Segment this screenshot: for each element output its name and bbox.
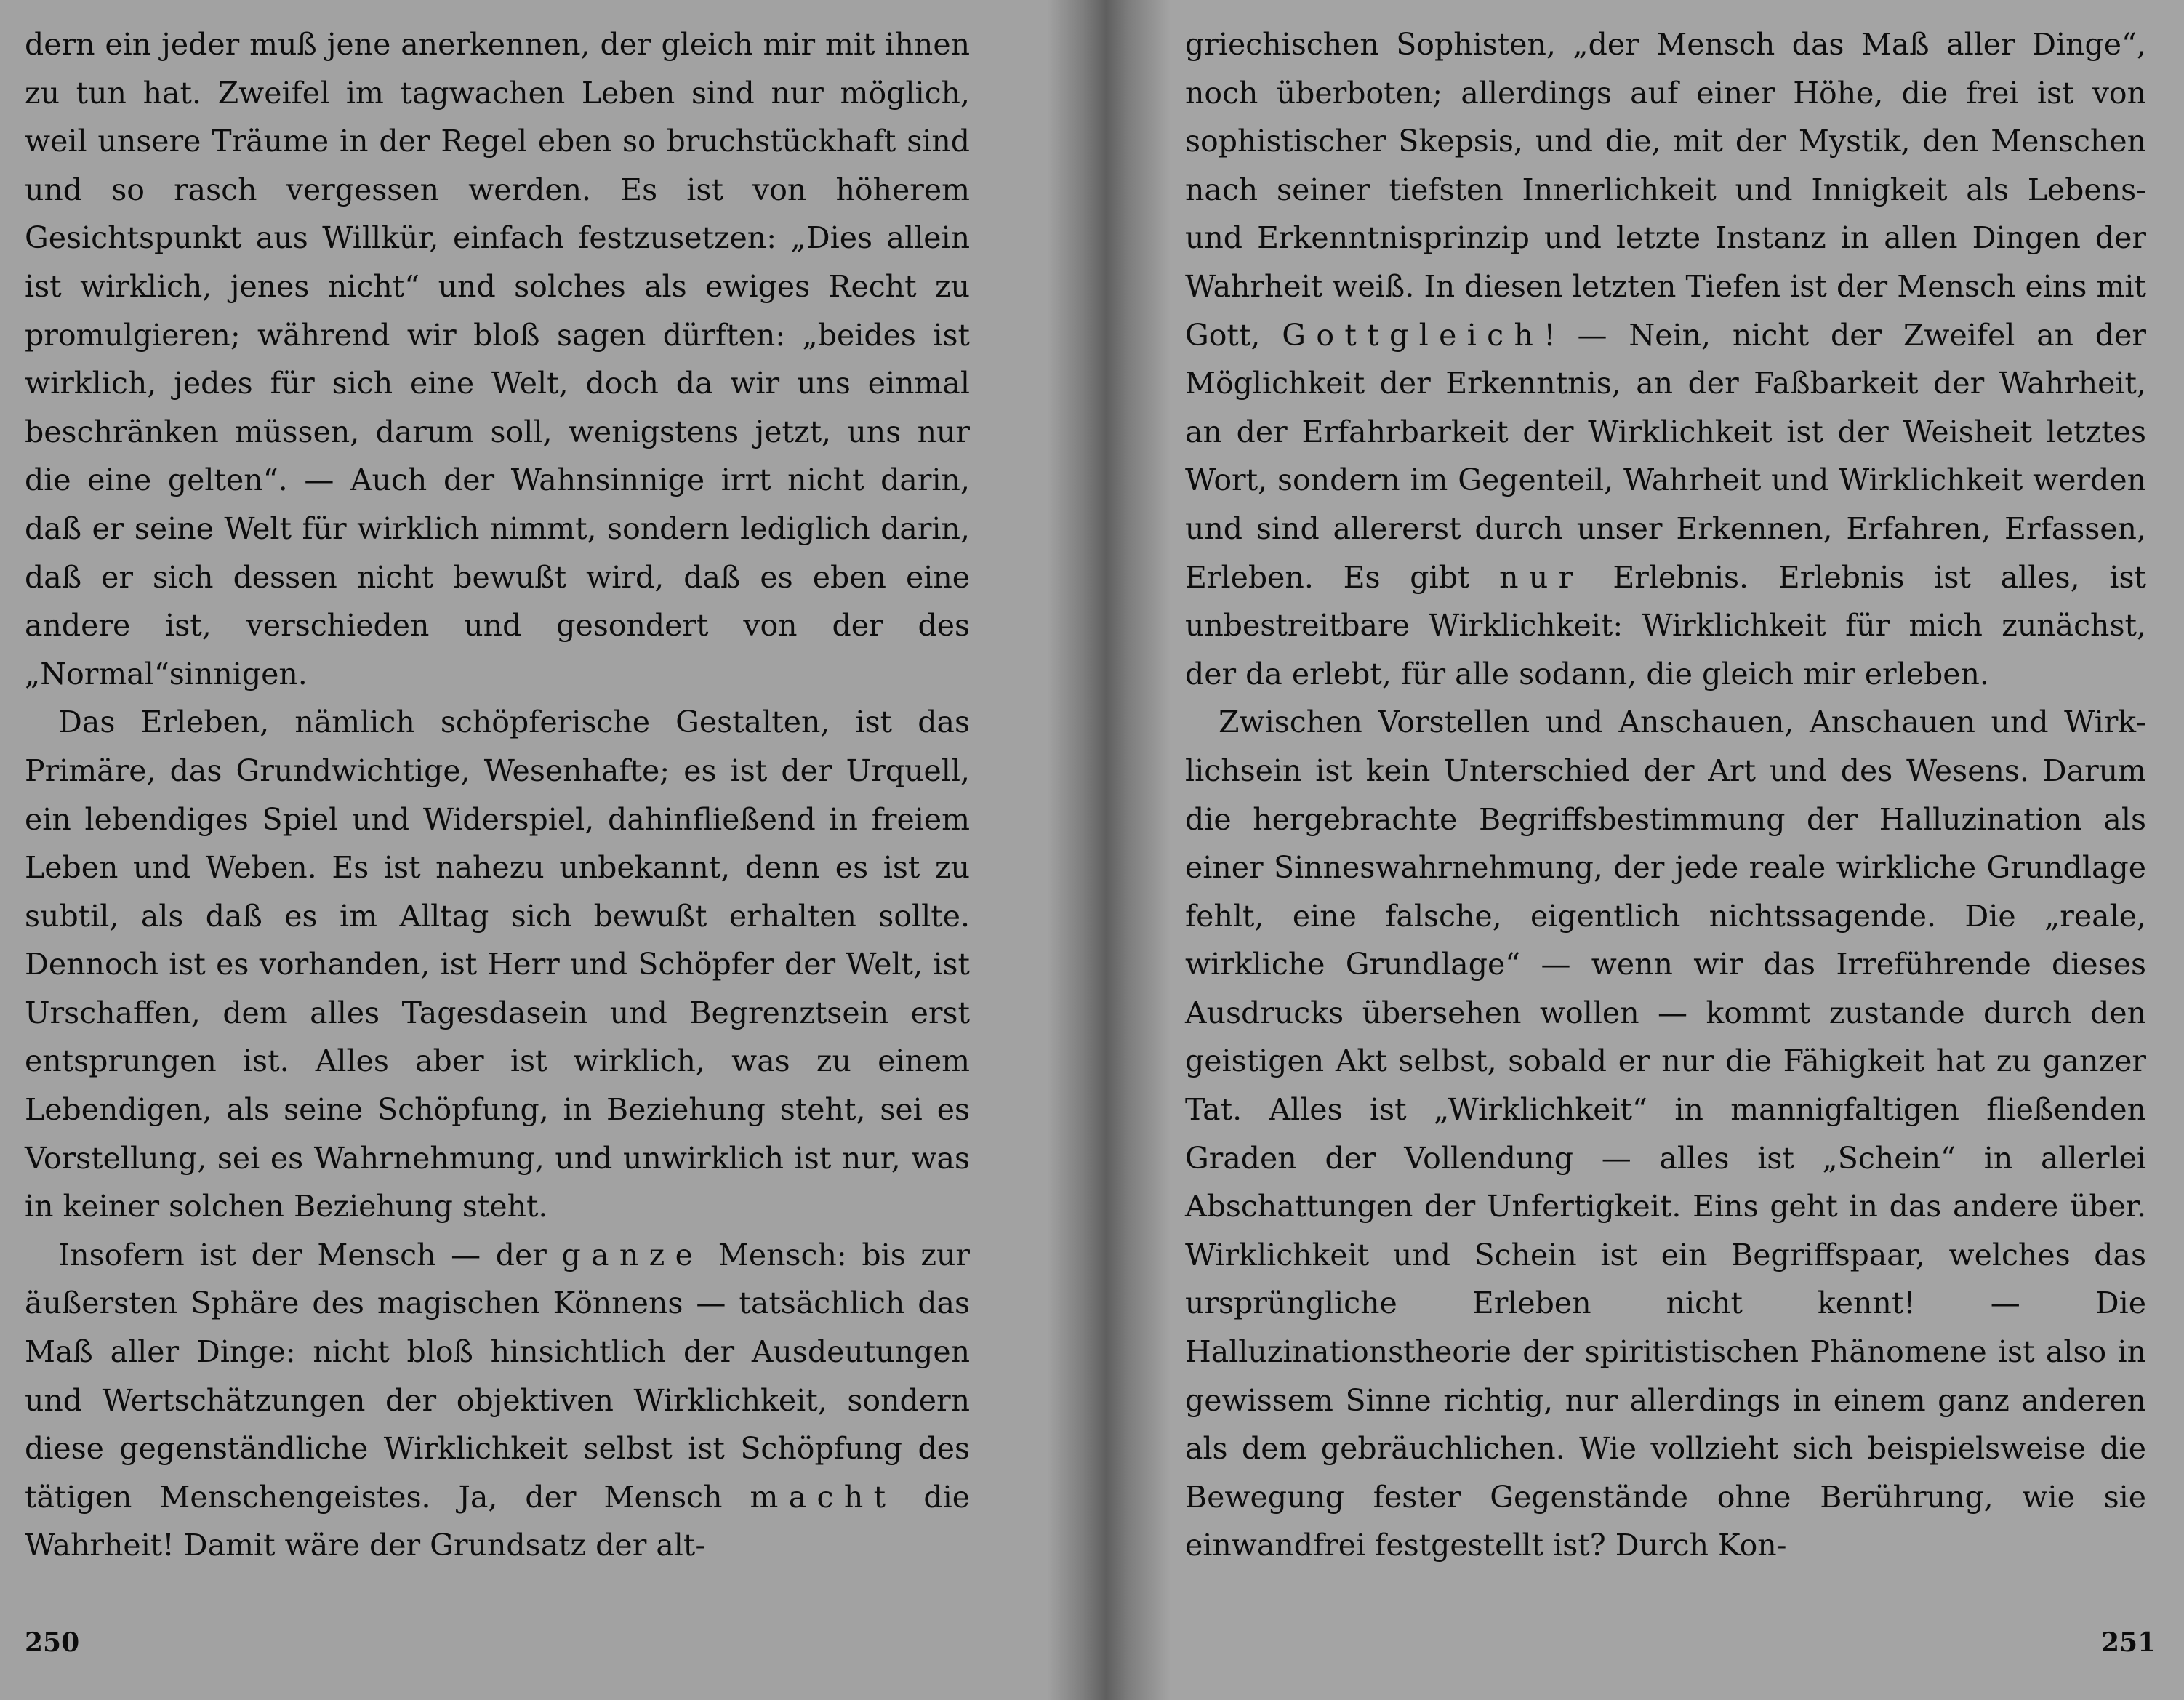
emphasis-spaced-text: ganze [561, 1237, 704, 1272]
paragraph [25, 20, 970, 698]
text-run: Das Erleben, nämlich schöpferische Gestalten, ist das Primäre, das Grundwichtige, Wesenhafte; es ist der Urquell, ein lebendiges Spiel und Widerspiel, dahinfließend in freiem Leben und Weben. Es ist nahezu unbekannt, denn es ist zu subtil, als daß es im Alltag sich bewußt erhalten sollte. Dennoch ist es vorhanden, ist Herr und Schöpfer der Welt, ist Urschaffen, dem alles Tagesdasein und Begrenztsein erst entsprungen ist. Alles aber ist wirklich, was zu einem Lebendigen, als seine Schöpfung, in Beziehung steht, sei es Vorstellung, sei es Wahrnehmung, und unwirklich ist nur, was in keiner solchen Beziehung steht. [25, 705, 970, 1224]
text-run: griechischen Sophisten, „der Mensch das Maß aller Dinge“, noch überboten; allerdings auf einer Höhe, die frei ist von sophistischer Skepsis, und die, mit der Mystik, den Menschen nach seiner tiefsten Innerlichkeit und Innigkeit als Lebens- und Erkenntnisprinzip und letzte Instanz in allen Dingen der Wahrheit weiß. In diesen letzten Tiefen ist der Mensch eins mit Gott, [1185, 27, 2146, 353]
page-number: 250 [25, 1627, 80, 1658]
text-run: Insofern ist der Mensch — der [58, 1237, 562, 1272]
text-run: ! — Nein, nicht der Zweifel an der Möglichkeit der Erkenntnis, an der Faßbarkeit der Wahrheit, an der Erfahrbarkeit der Wirklichkeit ist der Weisheit letztes Wort, sondern im Gegenteil, Wahrheit und Wirklichkeit werden und sind allererst durch unser Erkennen, Erfahren, Erfassen, Erleben. Es gibt [1185, 317, 2146, 595]
paragraph [1185, 698, 2146, 1570]
text-run: dern ein jeder muß jene anerkennen, der gleich mir mit ihnen zu tun hat. Zweifel im tagwachen Leben sind nur möglich, weil unsere Träume in der Regel eben so bruchstückhaft sind und so rasch vergessen werden. Es ist von höherem Gesichtspunkt aus Willkür, einfach festzusetzen: „Dies allein ist wirklich, jenes nicht“ und solches als ewiges Recht zu promulgieren; während wir bloß sagen dürften: „beides ist wirklich, jedes für sich eine Welt, doch da wir uns einmal beschränken müssen, darum soll, wenigstens jetzt, uns nur die eine gelten“. — Auch der Wahnsinnige irrt nicht darin, daß er seine Welt für wirklich nimmt, sondern lediglich darin, daß er sich dessen nicht bewußt wird, daß es eben eine andere ist, verschieden und gesondert von der des „Normal“sinnigen. [25, 27, 970, 691]
page-number: 251 [2101, 1627, 2156, 1658]
book-gutter-shadow [1047, 0, 1171, 1700]
left-page-text [25, 20, 970, 1570]
text-run: Zwischen Vorstellen und Anschauen, Anschauen und Wirklichsein ist kein Unterschied der Art und des Wesens. Darum die hergebrachte Begriffsbestimmung der Halluzination als einer Sinneswahrnehmung, der jede reale wirkliche Grundlage fehlt, eine falsche, eigentlich nichtssagende. Die „reale, wirkliche Grundlage“ — wenn wir das Irreführende dieses Ausdrucks übersehen wollen — kommt zustande durch den geistigen Akt selbst, sobald er nur die Fähigkeit hat zu ganzer Tat. Alles ist „Wirklichkeit“ in mannigfaltigen fließenden Graden der Vollendung — alles ist „Schein“ in allerlei Abschattungen der Unfertigkeit. Eins geht in das andere über. Wirklichkeit und Schein ist ein Begriffspaar, welches das ursprüngliche Erleben nicht kennt! — Die Halluzinationstheorie der spiritistischen Phänomene ist also in gewissem Sinne richtig, nur allerdings in einem ganz anderen als dem gebräuchlichen. Wie vollzieht sich beispielsweise die Bewegung fester Gegenstände ohne Berührung, wie sie einwandfrei festgestellt ist? Durch Kon- [1185, 705, 2146, 1563]
text-run: die Wahrheit! Damit wäre der Grundsatz der alt- [25, 1479, 971, 1563]
emphasis-spaced-text: Gottgleich [1282, 317, 1544, 353]
emphasis-spaced-text: nur [1499, 559, 1583, 595]
text-run: Mensch: bis zur äußersten Sphäre des magischen Könnens — tatsächlich das Maß aller Dinge: nicht bloß hinsichtlich der Ausdeutungen und Wertschätzungen der objektiven Wirklichkeit, sondern diese gegenständliche Wirklichkeit selbst ist Schöpfung des tätigen Menschengeistes. Ja, der Mensch [25, 1237, 971, 1515]
right-page [1076, 0, 2184, 1700]
right-page-text [1185, 20, 2146, 1570]
paragraph [1185, 20, 2146, 698]
emphasis-spaced-text: macht [750, 1479, 896, 1515]
paragraph [25, 1231, 970, 1570]
text-run: Erlebnis. Erlebnis ist alles, ist unbestreitbare Wirklichkeit: Wirklichkeit für mich zunächst, der da erlebt, für alle sodann, die gleich mir erleben. [1185, 559, 2146, 691]
paragraph [25, 698, 970, 1231]
left-page [0, 0, 1076, 1700]
